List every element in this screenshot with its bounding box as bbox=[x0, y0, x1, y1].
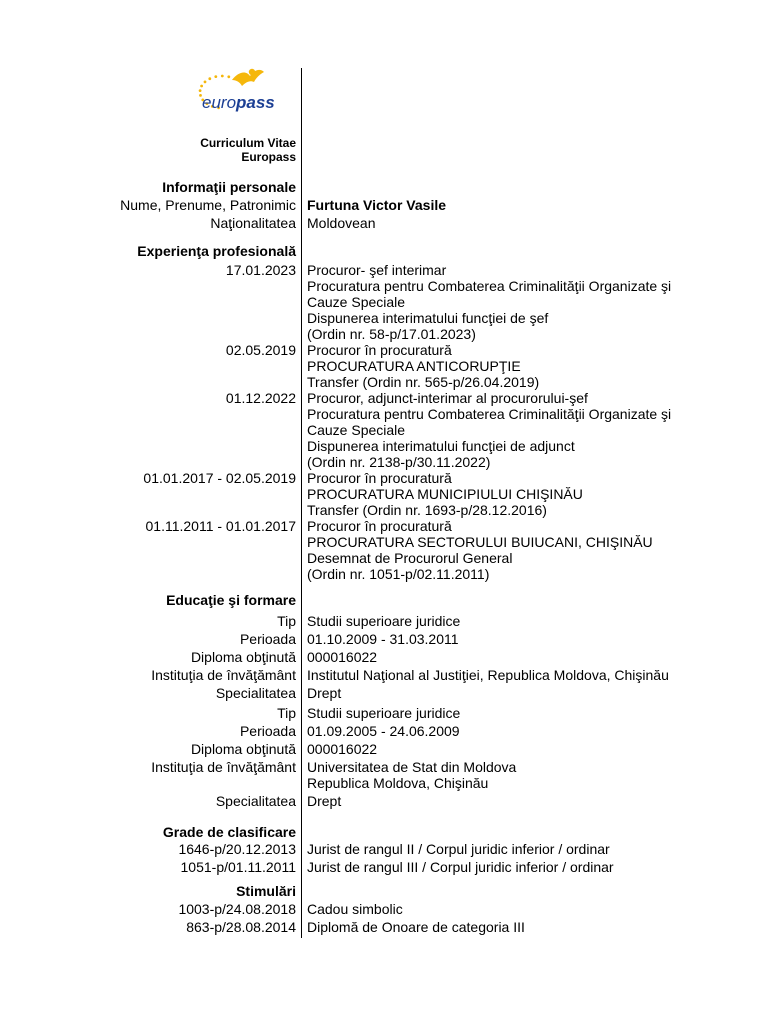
column-divider bbox=[301, 68, 302, 938]
education-specialty bbox=[307, 685, 341, 701]
europass-logo-icon bbox=[194, 66, 294, 116]
grade-value-line: Jurist de rangul III / Corpul juridic inferior / ordinar bbox=[307, 859, 614, 875]
logo-text-euro: euro bbox=[202, 93, 237, 112]
education-period-label: Perioada bbox=[239, 723, 296, 739]
experience-details-line: Dispunerea interimatului funcţiei de şef bbox=[307, 310, 549, 326]
grade-ref: 1646-p/20.12.2013 bbox=[178, 841, 296, 857]
education-type-label: Tip bbox=[277, 613, 296, 629]
nationality-label: Naţionalitatea bbox=[210, 215, 296, 231]
experience-details-line: Procuratura pentru Combaterea Criminalităţii Organizate şi bbox=[307, 406, 672, 422]
grade-ref: 1051-p/01.11.2011 bbox=[180, 859, 296, 875]
name-value-line: Furtuna Victor Vasile bbox=[307, 197, 447, 213]
award-ref: 1003-p/24.08.2018 bbox=[178, 901, 296, 917]
education-institution-line: Universitatea de Stat din Moldova bbox=[307, 759, 517, 775]
education-institution-label: Instituţia de învăţământ bbox=[151, 759, 296, 775]
experience-date: 01.12.2022 bbox=[225, 390, 296, 406]
grade-value bbox=[307, 859, 614, 875]
education-institution bbox=[307, 667, 669, 683]
experience-details-line: Procuror în procuratură bbox=[307, 342, 452, 358]
experience-details bbox=[307, 262, 671, 342]
experience-details-line: Procuror în procuratură bbox=[307, 518, 452, 534]
award-value bbox=[307, 901, 403, 917]
education-institution bbox=[307, 759, 516, 791]
experience-details-line: Cauze Speciale bbox=[307, 294, 406, 310]
experience-details-line: Desemnat de Procurorul General bbox=[307, 550, 513, 566]
nationality-value-line: Moldovean bbox=[307, 215, 376, 231]
logo-star bbox=[204, 81, 207, 84]
education-specialty-label: Specialitatea bbox=[215, 793, 296, 809]
experience-details-line: Dispunerea interimatului funcţiei de adjunct bbox=[307, 438, 575, 454]
experience-details bbox=[307, 342, 539, 390]
award-value bbox=[307, 919, 525, 935]
experience-details-line: Procuror în procuratură bbox=[307, 470, 452, 486]
experience-details-line: Transfer (Ordin nr. 1693-p/28.12.2016) bbox=[307, 502, 547, 518]
section-heading-personal: Informaţii personale bbox=[162, 179, 296, 195]
education-type bbox=[307, 613, 460, 629]
cv-title-line-1: Curriculum Vitae bbox=[200, 136, 296, 150]
award-ref: 863-p/28.08.2014 bbox=[186, 919, 296, 935]
name-value bbox=[307, 197, 446, 213]
experience-date: 01.11.2011 - 01.01.2017 bbox=[145, 518, 296, 534]
education-type-line: Studii superioare juridice bbox=[307, 613, 461, 629]
experience-details-line: Cauze Speciale bbox=[307, 422, 406, 438]
education-specialty-line: Drept bbox=[307, 793, 342, 809]
education-type bbox=[307, 705, 460, 721]
grade-value-line: Jurist de rangul II / Corpul juridic inferior / ordinar bbox=[307, 841, 610, 857]
cv-title bbox=[200, 136, 296, 164]
education-period-line: 01.10.2009 - 31.03.2011 bbox=[307, 631, 459, 647]
logo-star bbox=[199, 89, 202, 92]
education-diploma-label: Diploma obţinută bbox=[190, 649, 296, 665]
experience-details-line: PROCURATURA ANTICORUPŢIE bbox=[307, 358, 521, 374]
education-diploma-label: Diploma obţinută bbox=[190, 741, 296, 757]
education-institution-label: Instituţia de învăţământ bbox=[151, 667, 296, 683]
name-label: Nume, Prenume, Patronimic bbox=[120, 197, 296, 213]
grade-value bbox=[307, 841, 610, 857]
experience-date: 02.05.2019 bbox=[225, 342, 296, 358]
education-specialty-label: Specialitatea bbox=[215, 685, 296, 701]
education-institution-line: Institutul Naţional al Justiţiei, Republica Moldova, Chişinău bbox=[307, 667, 669, 683]
education-specialty-line: Drept bbox=[307, 685, 342, 701]
logo-star bbox=[227, 75, 230, 78]
experience-details-line: (Ordin nr. 1051-p/02.11.2011) bbox=[307, 566, 490, 582]
section-heading-grades: Grade de clasificare bbox=[162, 824, 296, 840]
experience-date: 01.01.2017 - 02.05.2019 bbox=[143, 470, 296, 486]
logo-text-pass: pass bbox=[236, 93, 275, 112]
experience-details-line: (Ordin nr. 58-p/17.01.2023) bbox=[307, 326, 476, 342]
experience-date: 17.01.2023 bbox=[225, 262, 296, 278]
award-value-line: Diplomă de Onoare de categoria III bbox=[307, 919, 525, 935]
education-specialty bbox=[307, 793, 341, 809]
experience-details-line: Transfer (Ordin nr. 565-p/26.04.2019) bbox=[307, 374, 540, 390]
experience-details bbox=[307, 518, 653, 582]
education-period-line: 01.09.2005 - 24.06.2009 bbox=[307, 723, 460, 739]
nationality-value bbox=[307, 215, 376, 231]
education-period bbox=[307, 631, 459, 647]
logo-star bbox=[208, 77, 211, 80]
education-type-label: Tip bbox=[277, 705, 296, 721]
education-period bbox=[307, 723, 460, 739]
education-period-label: Perioada bbox=[239, 631, 296, 647]
education-institution-line: Republica Moldova, Chişinău bbox=[307, 775, 489, 791]
section-heading-education: Educaţie şi formare bbox=[166, 592, 296, 608]
experience-details-line: Procuror, adjunct-interimar al procurorului-şef bbox=[307, 390, 588, 406]
experience-details bbox=[307, 390, 671, 470]
education-diploma-line: 000016022 bbox=[307, 741, 378, 757]
education-diploma bbox=[307, 649, 377, 665]
award-value-line: Cadou simbolic bbox=[307, 901, 403, 917]
section-heading-experience: Experienţa profesională bbox=[137, 243, 296, 259]
logo-star bbox=[214, 75, 217, 78]
experience-details-line: Procuror- şef interimar bbox=[307, 262, 447, 278]
experience-details-line: PROCURATURA MUNICIPIULUI CHIŞINĂU bbox=[307, 486, 583, 502]
experience-details-line: (Ordin nr. 2138-p/30.11.2022) bbox=[307, 454, 491, 470]
logo-star bbox=[200, 85, 203, 88]
education-type-line: Studii superioare juridice bbox=[307, 705, 461, 721]
europass-logo bbox=[194, 66, 294, 116]
logo-star bbox=[221, 75, 224, 78]
section-heading-awards: Stimulări bbox=[236, 883, 296, 899]
experience-details-line: PROCURATURA SECTORULUI BUIUCANI, CHIŞINĂU bbox=[307, 534, 653, 550]
experience-details bbox=[307, 470, 583, 518]
education-diploma-line: 000016022 bbox=[307, 649, 378, 665]
experience-details-line: Procuratura pentru Combaterea Criminalităţii Organizate şi bbox=[307, 278, 672, 294]
cv-title-line-2: Europass bbox=[241, 150, 296, 164]
education-diploma bbox=[307, 741, 377, 757]
